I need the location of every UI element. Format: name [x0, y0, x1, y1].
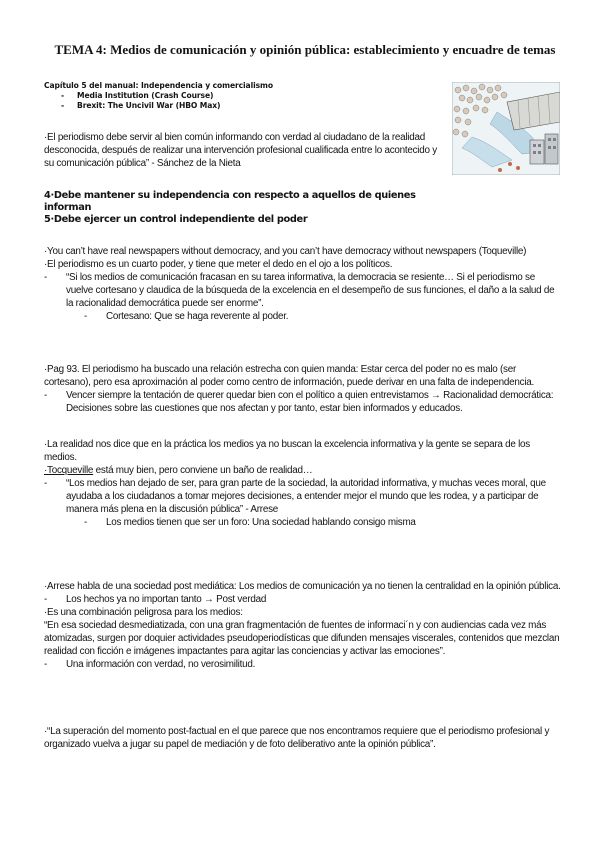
- quote-bullet: - “Si los medios de comunicación fracasan en su tarea informativa, la democracia se resiente… Si el periodismo se vuelve cortesano y claudica de la búsqueda de la excelencia en el desempeño de sus funciones, el daño a la salud de la racionalidad democrática puede ser enorme”.: [44, 272, 555, 309]
- bullet: - Vencer siempre la tentación de querer quedar bien con el político a quien entrevistamos → Racionalidad democrática: Decisiones sobre las cuestiones que nos afectan y por tanto, estar bien informados y educados.: [44, 390, 554, 414]
- sub-bullet: - Los medios tienen que ser un foro: Una sociedad hablando consigo misma: [84, 517, 416, 528]
- chapter-item: - Media Institution (Crash Course): [61, 91, 214, 101]
- quote-bullet: - “Los medios han dejado de ser, para gran parte de la sociedad, la autoridad informativa, y muchas veces moral, que ayudaba a los ciudadanos a tomar mejores decisiones, a entender mejor el mundo que les rodea, y a participar de manera más plena en la discusión pública” - Arrese: [44, 478, 546, 515]
- page-title: TEMA 4: Medios de comunicación y opinión pública: establecimiento y encuadre de temas: [54, 42, 556, 57]
- section-3: [44, 438, 564, 529]
- bullet: - Los hechos ya no importan tanto → Post verdad: [44, 594, 267, 605]
- paragraph: ·You can’t have real newspapers without democracy, and you can’t have democracy without newspapers (Toqueville): [44, 246, 527, 257]
- chapter-block: [44, 81, 439, 112]
- principle-headings: [44, 190, 464, 226]
- heading-5: 5·Debe ejercer un control independiente del poder: [44, 214, 308, 225]
- paragraph: ·Es una combinación peligrosa para los medios:: [44, 607, 243, 618]
- section-5: [44, 725, 564, 751]
- bullet: - Una información con verdad, no verosimilitud.: [44, 659, 256, 670]
- paragraph: ·Tocqueville está muy bien, pero conviene un baño de realidad…: [44, 465, 313, 476]
- intro-quote: ·El periodismo debe servir al bien común informando con verdad al ciudadano de la realidad desconocida, después de realizar una intervención profesional cualificada entre lo acontecido y su comunicación pública” - Sánchez de la Nieta: [44, 132, 437, 169]
- illustration-image: [452, 82, 560, 175]
- heading-4: 4·Debe mantener su independencia con respecto a aquellos de quienes informan: [44, 190, 416, 213]
- paragraph: ·La realidad nos dice que en la práctica los medios ya no buscan la excelencia informativa y la gente se separa de los medios.: [44, 439, 530, 463]
- section-2: [44, 363, 564, 415]
- illustration-drawing: [452, 82, 560, 175]
- section-1: [44, 245, 564, 323]
- tocqueville-link: ·Tocqueville: [44, 465, 94, 476]
- section-4: [44, 580, 566, 671]
- sub-bullet: - Cortesano: Que se haga reverente al poder.: [84, 311, 289, 322]
- paragraph: ·Arrese habla de una sociedad post mediática: Los medios de comunicación ya no tienen la centralidad en la opinión pública.: [44, 581, 561, 592]
- paragraph: ·Pag 93. El periodismo ha buscado una relación estrecha con quien manda: Estar cerca del poder no es malo (ser cortesano), pero esa aproximación al poder como centro de información, puede derivar en una falta de independencia.: [44, 364, 535, 388]
- chapter-heading: Capítulo 5 del manual: Independencia y comercialismo: [44, 81, 273, 90]
- quote: “En esa sociedad desmediatizada, con una gran fragmentación de fuentes de informaci´n y con audiencias cada vez más atomizadas, surgen por doquier actividades pseudoperiodísticas que difunden mensajes viscerales, contenidos que mezclan realidad con ficción e imágenes impactantes para agitar las conciencias y activar las emociones”.: [44, 620, 560, 657]
- paragraph: ·El periodismo es un cuarto poder, y tiene que meter el dedo en el ojo a los políticos.: [44, 259, 393, 270]
- closing-quote: ·“La superación del momento post-factual en el que parece que nos encontramos requiere que el periodismo profesional y organizado vuelva a jugar su papel de mediación y de foto deliberativo ante la opinión pública”.: [44, 726, 550, 750]
- chapter-item: - Brexit: The Uncivil War (HBO Max): [61, 101, 221, 111]
